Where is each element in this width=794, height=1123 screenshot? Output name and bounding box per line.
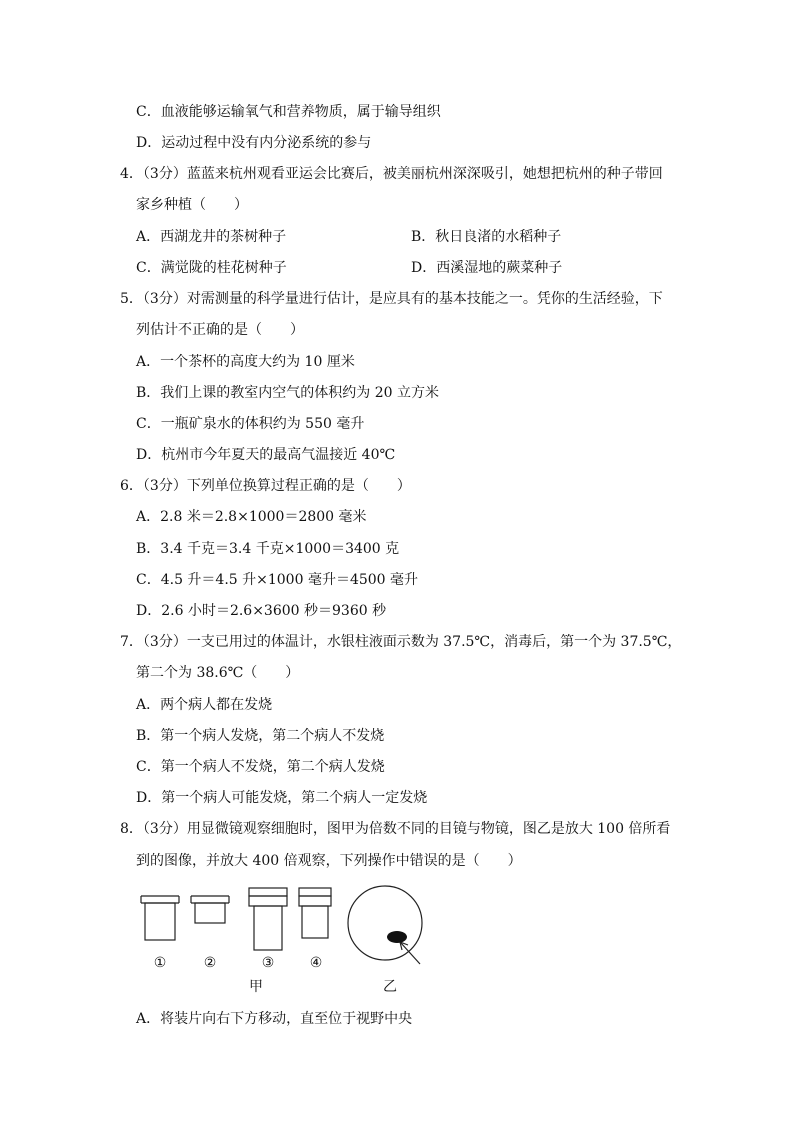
q7-option-c: C．第一个病人不发烧，第二个病人发烧 [136,759,385,775]
q8-option-a: A．将装片向右下方移动，直至位于视野中央 [136,1011,413,1027]
q4-stem-line2: 家乡种植（ ） [136,197,248,213]
lens-label-2: ② [203,955,217,971]
q7-option-d: D．第一个病人可能发烧，第二个病人一定发烧 [136,790,428,806]
q4-stem-line1: 4．（3分）蓝蓝来杭州观看亚运会比赛后，被美丽杭州深深吸引，她想把杭州的种子带回 [120,166,663,182]
lens-label-1: ① [153,955,167,971]
q8-stem-line1: 8．（3分）用显微镜观察细胞时，图甲为倍数不同的目镜与物镜，图乙是放大 100 倍所看 [120,821,671,837]
lens-label-4: ④ [309,955,323,971]
q8-stem-line2: 到的图像，并放大 400 倍观察，下列操作中错误的是（ ） [136,853,522,869]
q3-option-d: D．运动过程中没有内分泌系统的参与 [136,135,372,151]
q7-option-b: B．第一个病人发烧，第二个病人不发烧 [136,728,385,744]
field-of-view-circle [348,886,422,960]
lens-3-shape [249,888,287,950]
lens-1-shape [141,896,179,940]
q5-option-b: B．我们上课的教室内空气的体积约为 20 立方米 [136,385,440,401]
q5-option-c: C．一瓶矿泉水的体积约为 550 毫升 [136,416,365,432]
q6-option-d: D．2.6 小时＝2.6×3600 秒＝9360 秒 [136,603,387,619]
q7-stem-line2: 第二个为 38.6℃（ ） [136,665,300,681]
q4-option-c: C．满觉陇的桂花树种子 [136,260,287,276]
q5-option-a: A．一个茶杯的高度大约为 10 厘米 [136,354,355,370]
q5-stem-line1: 5．（3分）对需测量的科学量进行估计，是应具有的基本技能之一。凭你的生活经验，下 [120,291,663,307]
q4-option-d: D．西溪湿地的蕨菜种子 [411,260,563,276]
q4-option-b: B．秋日良渚的水稻种子 [411,229,562,245]
q3-option-c: C．血液能够运输氧气和营养物质，属于输导组织 [136,104,441,120]
lens-4-shape [299,888,331,938]
figure-caption-jia: 甲 [249,979,263,995]
q7-option-a: A．两个病人都在发烧 [136,697,273,713]
q5-option-d: D．杭州市今年夏天的最高气温接近 40℃ [136,447,396,463]
q6-option-b: B．3.4 千克＝3.4 千克×1000＝3400 克 [136,541,400,557]
q6-option-c: C．4.5 升＝4.5 升×1000 毫升＝4500 毫升 [136,572,419,588]
pointer-arrow-line [401,943,420,964]
lens-label-3: ③ [261,955,275,971]
q6-stem: 6．（3分）下列单位换算过程正确的是（ ） [120,478,411,494]
q4-option-a: A．西湖龙井的茶树种子 [136,229,287,245]
q5-stem-line2: 列估计不正确的是（ ） [136,322,304,338]
cell-blob [387,931,407,943]
lens-2-shape [191,896,229,923]
q6-option-a: A．2.8 米＝2.8×1000＝2800 毫米 [136,509,367,525]
q7-stem-line1: 7．（3分）一支已用过的体温计，水银柱液面示数为 37.5℃，消毒后，第一个为 37.5℃， [120,634,682,650]
figure-caption-yi: 乙 [383,979,397,995]
